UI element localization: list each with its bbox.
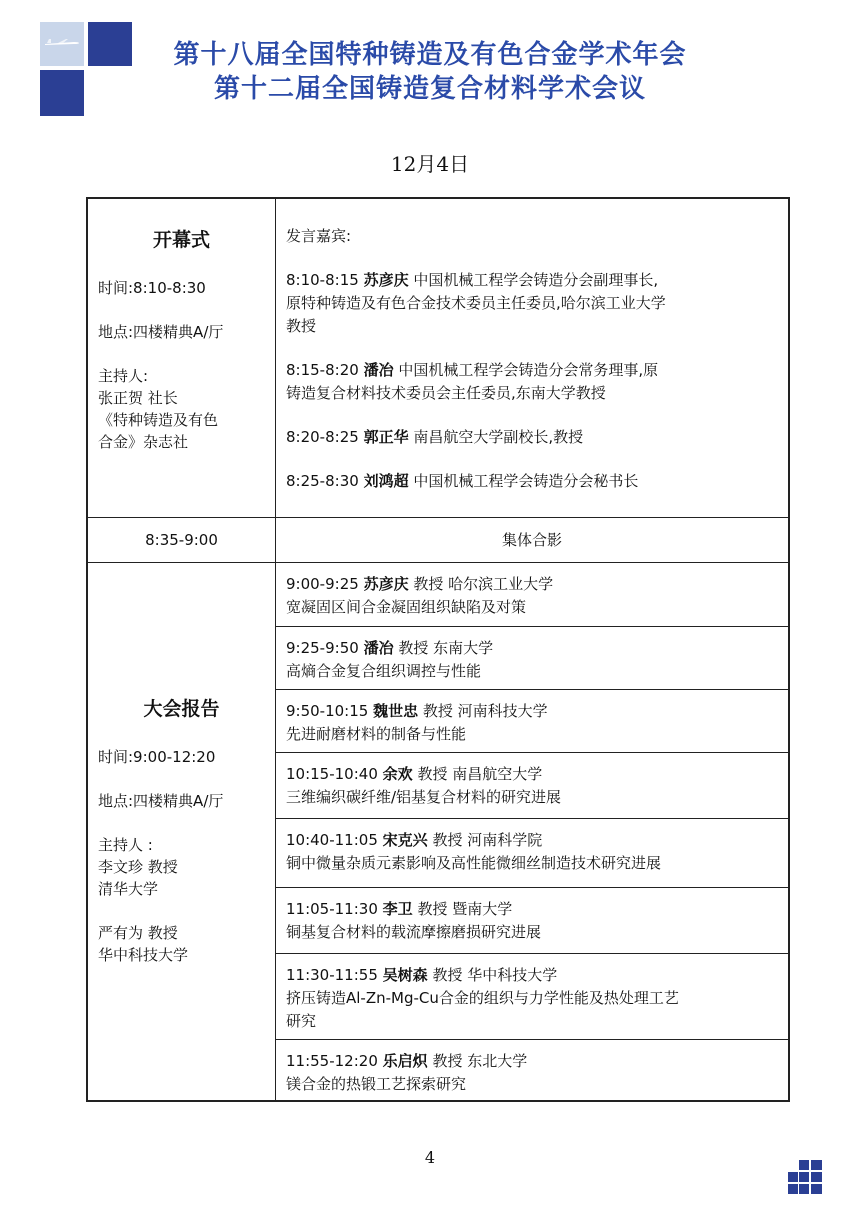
corner-decoration bbox=[788, 1160, 822, 1194]
talk-time: 9:00-9:25 bbox=[286, 575, 359, 593]
talk-item bbox=[276, 627, 788, 690]
photo-time: 8:35-9:00 bbox=[88, 518, 276, 562]
talk-topic: 镁合金的热锻工艺探索研究 bbox=[286, 1075, 467, 1093]
talk-item bbox=[276, 888, 788, 954]
corner-square bbox=[799, 1160, 809, 1170]
session-info bbox=[88, 563, 276, 1100]
speaker-list bbox=[276, 199, 788, 517]
talk-speaker: 潘冶 bbox=[363, 639, 394, 657]
speaker-desc: 铸造复合材料技术委员会主任委员,东南大学教授 bbox=[286, 384, 606, 402]
host-name: 张正贺 社长 bbox=[98, 389, 178, 407]
page-number: 4 bbox=[424, 1148, 436, 1167]
host-org: 合金》杂志社 bbox=[98, 433, 189, 451]
talk-affiliation: 教授 暨南大学 bbox=[417, 900, 513, 918]
corner-square bbox=[811, 1160, 822, 1170]
speaker-desc: 中国机械工程学会铸造分会常务理事,原 bbox=[398, 361, 659, 379]
talk-list bbox=[276, 563, 788, 1100]
corner-square bbox=[788, 1172, 798, 1182]
talk-time: 9:50-10:15 bbox=[286, 702, 369, 720]
talk-time: 11:05-11:30 bbox=[286, 900, 378, 918]
corner-square bbox=[799, 1172, 809, 1182]
speakers-label: 发言嘉宾: bbox=[286, 227, 352, 245]
speaker-item bbox=[286, 470, 778, 493]
speaker-desc: 教授 bbox=[286, 317, 317, 335]
talk-affiliation: 教授 河南科技大学 bbox=[422, 702, 548, 720]
talk-topic: 高熵合金复合组织调控与性能 bbox=[286, 662, 482, 680]
speaker-time: 8:20-8:25 bbox=[286, 428, 359, 446]
logo bbox=[40, 22, 132, 116]
talk-affiliation: 教授 南昌航空大学 bbox=[417, 765, 543, 783]
session-time: 时间:9:00-12:20 bbox=[98, 747, 216, 766]
talk-speaker: 吴树森 bbox=[382, 966, 428, 984]
schedule-date: 12月4日 bbox=[390, 152, 470, 176]
speaker-desc: 中国机械工程学会铸造分会秘书长 bbox=[413, 472, 639, 490]
host-label: 主持人 : bbox=[98, 835, 153, 854]
speaker-desc: 中国机械工程学会铸造分会副理事长, bbox=[413, 271, 659, 289]
talk-time: 10:40-11:05 bbox=[286, 831, 378, 849]
speaker-time: 8:10-8:15 bbox=[286, 271, 359, 289]
speaker-desc: 南昌航空大学副校长,教授 bbox=[413, 428, 584, 446]
speaker-name: 刘鸿超 bbox=[363, 472, 409, 490]
session-info bbox=[88, 199, 276, 517]
talk-affiliation: 教授 哈尔滨工业大学 bbox=[413, 575, 554, 593]
talk-time: 11:30-11:55 bbox=[286, 966, 378, 984]
talk-topic: 研究 bbox=[286, 1012, 317, 1030]
corner-square bbox=[811, 1184, 822, 1194]
speaker-name: 苏彦庆 bbox=[363, 271, 409, 289]
session-place: 地点:四楼精典A/厅 bbox=[98, 323, 224, 341]
talk-item bbox=[276, 563, 788, 627]
host-org: 清华大学 bbox=[98, 879, 159, 898]
talk-topic: 三维编织碳纤维/铝基复合材料的研究进展 bbox=[286, 788, 562, 806]
talk-item bbox=[276, 1040, 788, 1100]
session-time: 时间:8:10-8:30 bbox=[98, 279, 206, 297]
host-org: 《特种铸造及有色 bbox=[98, 411, 219, 429]
table-row-photo bbox=[88, 518, 788, 563]
session-title: 大会报告 bbox=[143, 697, 220, 720]
talk-affiliation: 教授 河南科学院 bbox=[432, 831, 543, 849]
corner-square bbox=[811, 1172, 822, 1182]
talk-speaker: 魏世忠 bbox=[373, 702, 419, 720]
talk-affiliation: 教授 华中科技大学 bbox=[432, 966, 558, 984]
conference-title-1: 第十八届全国特种铸造及有色合金学术年会 bbox=[173, 40, 687, 70]
talk-time: 9:25-9:50 bbox=[286, 639, 359, 657]
talk-topic: 挤压铸造Al-Zn-Mg-Cu合金的组织与力学性能及热处理工艺 bbox=[286, 989, 679, 1007]
airplane-image-tile bbox=[40, 22, 84, 66]
speaker-desc: 原特种铸造及有色合金技术委员主任委员,哈尔滨工业大学 bbox=[286, 294, 666, 312]
talk-time: 11:55-12:20 bbox=[286, 1052, 378, 1070]
talk-speaker: 乐启炽 bbox=[382, 1052, 428, 1070]
host-org: 华中科技大学 bbox=[98, 945, 189, 964]
conference-title-2: 第十二届全国铸造复合材料学术会议 bbox=[213, 74, 646, 104]
speaker-time: 8:15-8:20 bbox=[286, 361, 359, 379]
logo-square bbox=[88, 22, 132, 66]
talk-speaker: 李卫 bbox=[382, 900, 413, 918]
schedule-table bbox=[86, 197, 790, 1102]
talk-affiliation: 教授 东南大学 bbox=[398, 639, 494, 657]
talk-speaker: 余欢 bbox=[382, 765, 413, 783]
speaker-name: 郭正华 bbox=[363, 428, 409, 446]
host-name: 严有为 教授 bbox=[98, 923, 178, 942]
page-header bbox=[150, 38, 710, 106]
airplane-icon bbox=[44, 38, 80, 48]
talk-affiliation: 教授 东北大学 bbox=[432, 1052, 528, 1070]
host-label: 主持人: bbox=[98, 367, 149, 385]
talk-topic: 铜基复合材料的载流摩擦磨损研究进展 bbox=[286, 923, 542, 941]
table-row-opening bbox=[88, 199, 788, 518]
talk-speaker: 苏彦庆 bbox=[363, 575, 409, 593]
talk-topic: 铜中微量杂质元素影响及高性能微细丝制造技术研究进展 bbox=[286, 854, 662, 872]
speaker-item bbox=[286, 359, 778, 405]
host-name: 李文珍 教授 bbox=[98, 857, 178, 876]
table-row-plenary bbox=[88, 563, 788, 1100]
talk-speaker: 宋克兴 bbox=[382, 831, 428, 849]
talk-item bbox=[276, 954, 788, 1040]
talk-item bbox=[276, 690, 788, 753]
speaker-name: 潘冶 bbox=[363, 361, 394, 379]
talk-item bbox=[276, 819, 788, 888]
talk-item bbox=[276, 753, 788, 819]
talk-topic: 先进耐磨材料的制备与性能 bbox=[286, 725, 467, 743]
speaker-item bbox=[286, 426, 778, 449]
talk-time: 10:15-10:40 bbox=[286, 765, 378, 783]
corner-square bbox=[799, 1184, 809, 1194]
corner-square bbox=[788, 1184, 798, 1194]
photo-label: 集体合影 bbox=[501, 530, 562, 549]
logo-square bbox=[40, 70, 84, 116]
session-place: 地点:四楼精典A/厅 bbox=[98, 791, 224, 810]
speaker-item bbox=[286, 269, 778, 338]
talk-topic: 宽凝固区间合金凝固组织缺陷及对策 bbox=[286, 598, 527, 616]
speaker-time: 8:25-8:30 bbox=[286, 472, 359, 490]
session-title: 开幕式 bbox=[152, 229, 210, 251]
